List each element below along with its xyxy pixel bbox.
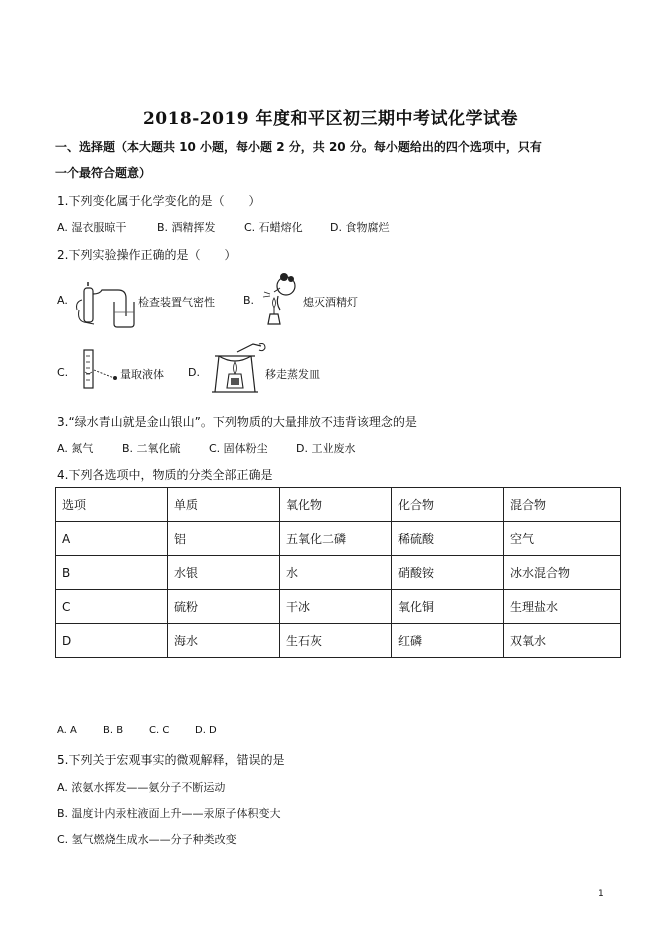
- question-1-stem: 1.下列变化属于化学变化的是（ ）: [57, 194, 261, 208]
- question-1-options: [57, 219, 389, 235]
- table-header-cell: 氧化物: [280, 488, 392, 522]
- moving-evaporating-dish-icon: [207, 340, 267, 396]
- q4-option-c[interactable]: C. C: [149, 725, 170, 736]
- q1-option-a[interactable]: A. 湿衣服晾干: [57, 221, 127, 234]
- question-3-options: [57, 440, 355, 456]
- gas-tightness-check-icon: [74, 280, 138, 330]
- q5-option-a[interactable]: A. 浓氨水挥发——氨分子不断运动: [57, 781, 226, 794]
- q3-option-c[interactable]: C. 固体粉尘: [209, 442, 268, 455]
- question-4-options: [57, 725, 217, 736]
- q4-option-a[interactable]: A. A: [57, 725, 77, 736]
- table-cell: C: [56, 590, 168, 624]
- table-cell: A: [56, 522, 168, 556]
- table-cell: 硝酸铵: [392, 556, 504, 590]
- table-cell: 水: [280, 556, 392, 590]
- table-cell: 空气: [504, 522, 621, 556]
- table-header-cell: 单质: [168, 488, 280, 522]
- table-cell: 氧化铜: [392, 590, 504, 624]
- question-2-stem: 2.下列实验操作正确的是（ ）: [57, 248, 237, 262]
- section-header-line2: 一个最符合题意）: [55, 166, 152, 180]
- q2-option-d-caption: 移走蒸发皿: [265, 368, 320, 381]
- classification-table: [55, 487, 621, 658]
- table-cell: B: [56, 556, 168, 590]
- table-cell: 海水: [168, 624, 280, 658]
- table-row: [56, 624, 621, 658]
- q4-option-d[interactable]: D. D: [195, 725, 217, 736]
- q3-option-b[interactable]: B. 二氧化硫: [122, 442, 181, 455]
- table-row: [56, 590, 621, 624]
- table-header-row: [56, 488, 621, 522]
- table-header-cell: 化合物: [392, 488, 504, 522]
- table-header-cell: 选项: [56, 488, 168, 522]
- q2-option-c-caption: 量取液体: [120, 368, 164, 381]
- q2-option-a-caption: 检查装置气密性: [138, 296, 215, 309]
- q3-option-a[interactable]: A. 氮气: [57, 442, 94, 455]
- page-number: 1: [598, 889, 604, 899]
- q5-option-c[interactable]: C. 氢气燃烧生成水——分子种类改变: [57, 833, 237, 846]
- table-header-cell: 混合物: [504, 488, 621, 522]
- q2-option-d-letter[interactable]: D.: [188, 366, 200, 379]
- question-5-stem: 5.下列关于宏观事实的微观解释，错误的是: [57, 753, 285, 767]
- table-cell: 干冰: [280, 590, 392, 624]
- table-cell: 铝: [168, 522, 280, 556]
- table-cell: 五氧化二磷: [280, 522, 392, 556]
- table-cell: 双氧水: [504, 624, 621, 658]
- q1-option-c[interactable]: C. 石蜡熔化: [244, 221, 303, 234]
- question-3-stem: 3.“绿水青山就是金山银山”。下列物质的大量排放不违背该理念的是: [57, 415, 417, 429]
- section-header-line1: 一、选择题（本大题共 10 小题，每小题 2 分，共 20 分。每小题给出的四个选项中，只有: [55, 140, 542, 154]
- table-row: [56, 556, 621, 590]
- blowing-out-alcohol-lamp-icon: [258, 270, 306, 328]
- table-row: [56, 522, 621, 556]
- q1-option-b[interactable]: B. 酒精挥发: [157, 221, 216, 234]
- q2-option-c-letter[interactable]: C.: [57, 366, 69, 379]
- q5-option-b[interactable]: B. 温度计内汞柱液面上升——汞原子体积变大: [57, 807, 281, 820]
- table-cell: 生理盐水: [504, 590, 621, 624]
- q2-option-b-letter[interactable]: B.: [243, 294, 255, 307]
- q2-option-a-letter[interactable]: A.: [57, 294, 68, 307]
- table-cell: 生石灰: [280, 624, 392, 658]
- table-cell: 水银: [168, 556, 280, 590]
- measuring-cylinder-reading-icon: [76, 348, 120, 390]
- table-cell: 稀硫酸: [392, 522, 504, 556]
- q2-option-b-caption: 熄灭酒精灯: [303, 296, 358, 309]
- table-cell: 硫粉: [168, 590, 280, 624]
- q1-option-d[interactable]: D. 食物腐烂: [330, 221, 390, 234]
- page-title: 2018-2019 年度和平区初三期中考试化学试卷: [142, 109, 519, 129]
- question-4-stem: 4.下列各选项中，物质的分类全部正确是: [57, 468, 273, 482]
- q4-option-b[interactable]: B. B: [103, 725, 124, 736]
- table-cell: 冰水混合物: [504, 556, 621, 590]
- q3-option-d[interactable]: D. 工业废水: [296, 442, 356, 455]
- table-cell: 红磷: [392, 624, 504, 658]
- table-cell: D: [56, 624, 168, 658]
